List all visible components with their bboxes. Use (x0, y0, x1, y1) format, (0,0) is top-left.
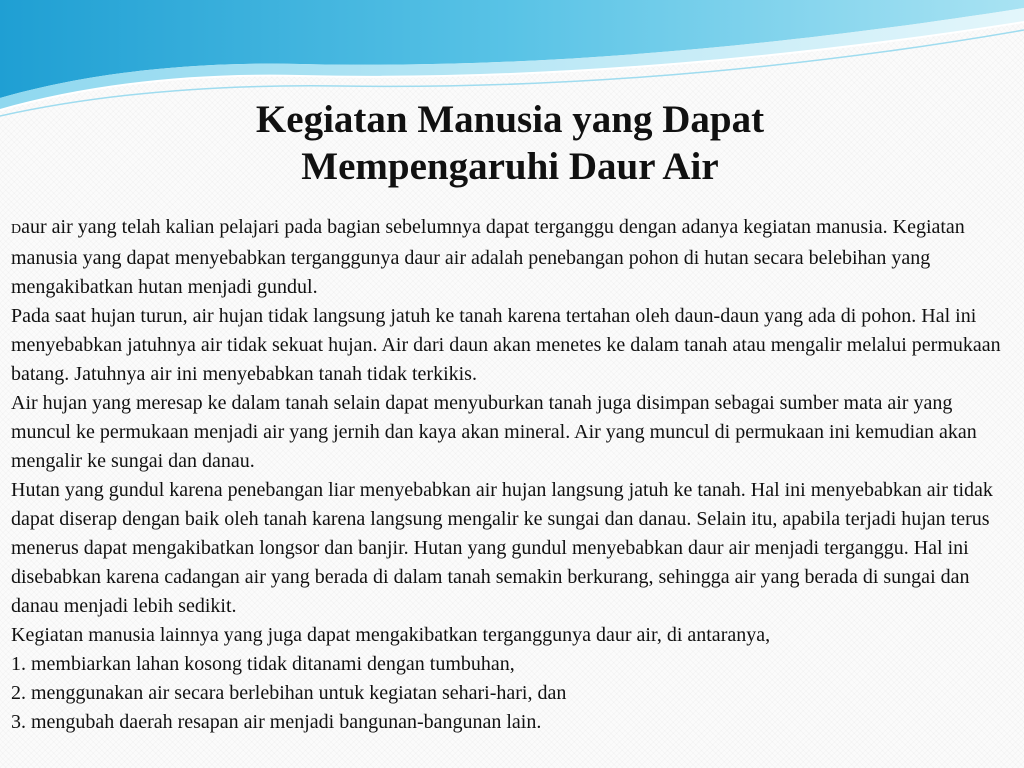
slide-body (11, 213, 1015, 737)
paragraph-initial: D (11, 222, 22, 237)
paragraph: Kegiatan manusia lainnya yang juga dapat mengakibatkan terganggunya daur air, di antaranya, (11, 624, 771, 646)
paragraph: Hutan yang gundul karena penebangan liar menyebabkan air hujan langsung jatuh ke tanah. Hal ini menyebabkan air tidak dapat diserap dengan baik oleh tanah karena langsung mengalir ke sungai dan danau. Selain itu, apabila terjadi hujan terus menerus dapat mengakibatkan longsor dan banjir. Hutan yang gundul menyebabkan daur air menjadi terganggu. Hal ini disebabkan karena cadangan air yang berada di dalam tanah semakin berkurang, sehingga air yang berada di sungai dan danau menjadi lebih sedikit. (11, 479, 993, 617)
paragraph-intro-text: aur air yang telah kalian pelajari pada bagian sebelumnya dapat terganggu dengan adanya kegiatan manusia. Kegiatan manusia yang dapat menyebabkan terganggunya daur air adalah penebangan pohon di hutan secara belebihan yang mengakibatkan hutan menjadi gundul. (11, 216, 965, 298)
title-line-2: Mempengaruhi Daur Air (301, 145, 719, 188)
list-item: 3. mengubah daerah resapan air menjadi bangunan-bangunan lain. (11, 711, 542, 733)
paragraph: Pada saat hujan turun, air hujan tidak langsung jatuh ke tanah karena tertahan oleh daun-daun yang ada di pohon. Hal ini menyebabkan jatuhnya air tidak sekuat hujan. Air dari daun akan menetes ke dalam tanah atau mengalir melalui permukaan batang. Jatuhnya air ini menyebabkan tanah tidak terkikis. (11, 305, 1001, 385)
title-line-1: Kegiatan Manusia yang Dapat (255, 98, 765, 141)
list-item: 1. membiarkan lahan kosong tidak ditanami dengan tumbuhan, (11, 653, 515, 675)
slide-title (150, 96, 870, 190)
list-item: 2. menggunakan air secara berlebihan untuk kegiatan sehari-hari, dan (11, 682, 567, 704)
paragraph: Air hujan yang meresap ke dalam tanah selain dapat menyuburkan tanah juga disimpan sebagai sumber mata air yang muncul ke permukaan menjadi air yang jernih dan kaya akan mineral. Air yang muncul di permukaan ini kemudian akan mengalir ke sungai dan danau. (11, 392, 977, 472)
paragraph-intro (11, 213, 1015, 302)
